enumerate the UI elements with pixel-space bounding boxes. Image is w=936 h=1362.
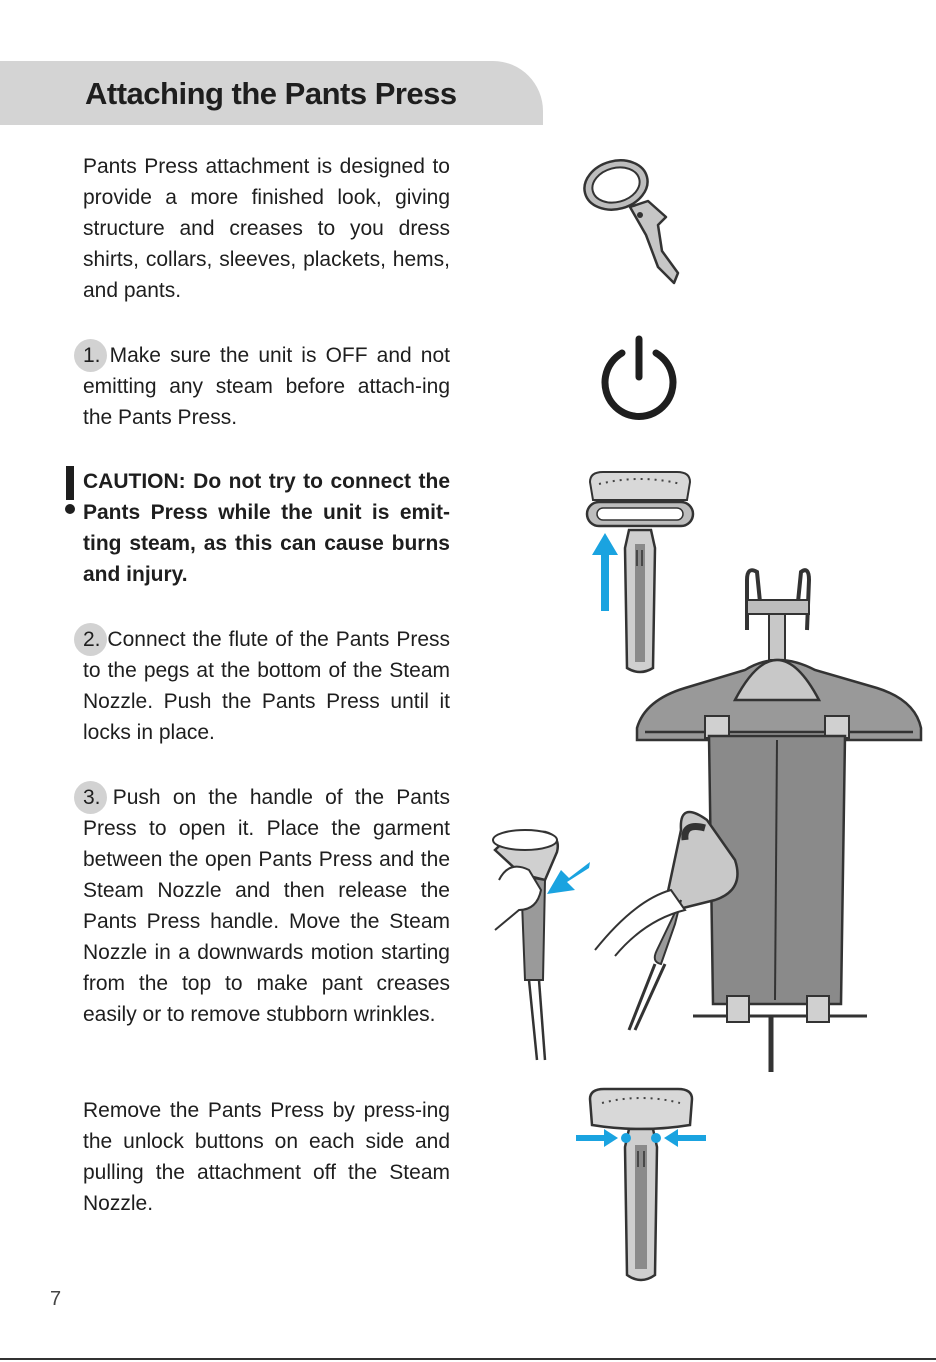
step-1 (83, 340, 450, 433)
page-title: Attaching the Pants Press (85, 76, 457, 111)
step-3 (83, 782, 450, 1030)
step-2 (83, 624, 450, 748)
step-1-text: Make sure the unit is OFF and not emitting any steam before attach-ing the Pants Press. (83, 344, 450, 429)
caution-paragraph: CAUTION: Do not try to connect the Pants Press while the unit is emit-ting steam, as this can cause burns and injury. (83, 470, 450, 586)
step-2-number: 2. (83, 624, 101, 655)
garment-steaming-illustration (485, 560, 930, 1075)
removal-paragraph: Remove the Pants Press by press-ing the unlock buttons on each side and pulling the attachment off the Steam Nozzle. (83, 1099, 450, 1215)
intro-paragraph: Pants Press attachment is designed to provide a more finished look, giving structure and creases to you dress shirts, collars, sleeves, plackets, hems, and pants. (83, 155, 450, 302)
power-icon (596, 335, 682, 425)
step-1-number: 1. (83, 340, 101, 371)
step-3-number: 3. (83, 782, 101, 813)
unlock-buttons-illustration (574, 1085, 709, 1285)
pants-press-attachment-icon (578, 155, 688, 290)
bottom-rule (0, 1358, 936, 1360)
step-3-text: Push on the handle of the Pants Press to open it. Place the garment between the open Pants Press and the Steam Nozzle and then release the Pants Press handle. Move the Steam Nozzle in a downwards motion starting from the top to make pant creases easily or to remove stubborn wrinkles. (83, 786, 450, 1026)
page-number: 7 (50, 1288, 62, 1310)
step-2-text: Connect the flute of the Pants Press to the pegs at the bottom of the Steam Nozzle. Push the Pants Press until it locks in place. (83, 628, 450, 744)
caution-icon (62, 466, 78, 516)
